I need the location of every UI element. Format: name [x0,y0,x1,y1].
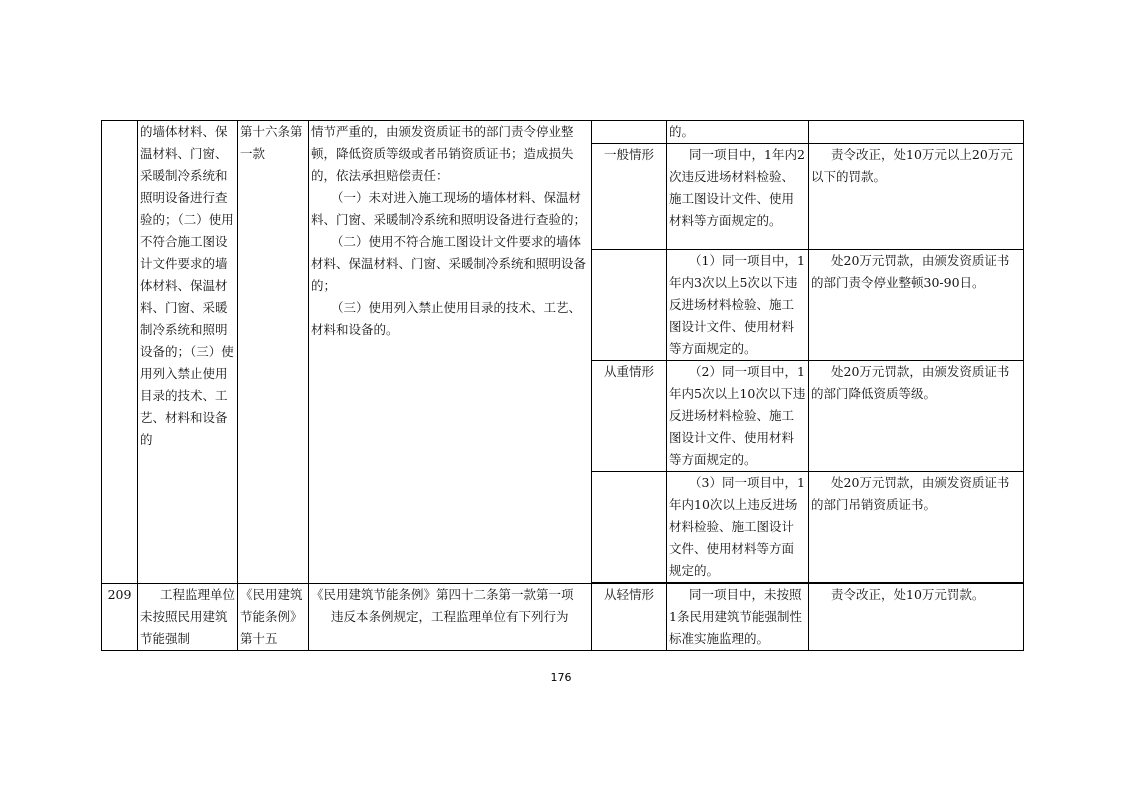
regulation-paragraph: （二）使用不符合施工图设计文件要求的墙体材料、保温材料、门窗、采暖制冷系统和照明设备的； [311,234,587,293]
penalty-cell: 处20万元罚款，由颁发资质证书的部门责令停业整顿30-90日。 [809,250,1024,361]
penalty-cell: 处20万元罚款，由颁发资质证书的部门吊销资质证书。 [809,472,1024,583]
penalty-cell: 责令改正，处10万元以上20万元以下的罚款。 [809,144,1024,250]
illegal-behavior-cell: 工程监理单位未按照民用建筑节能强制 [138,584,238,651]
regulation-title: 《民用建筑节能条例》第四十二条第一款第一项 [311,587,574,602]
legal-basis-cell: 第十六条第一款 [238,121,309,584]
situation-cell [592,472,667,583]
penalty-cell: 处20万元罚款，由颁发资质证书的部门降低资质等级。 [809,361,1024,472]
standard-cell: （2）同一项目中，1年内5次以上10次以下违反进场材料检验、施工图设计文件、使用材料等方面规定的。 [667,361,809,472]
standard-cell: （3）同一项目中，1年内10次以上违反进场材料检验、施工图设计文件、使用材料等方面规定的。 [667,472,809,583]
penalty-standard-table [101,120,1024,651]
situation-cell: 一般情形 [592,144,667,250]
situation-cell [592,121,667,144]
situation-cell [592,250,667,361]
regulation-paragraph: （三）使用列入禁止使用目录的技术、工艺、材料和设备的。 [311,300,582,337]
regulation-cell [309,584,592,651]
situation-cell: 从轻情形 [592,584,667,651]
penalty-cell [809,121,1024,144]
table-row [102,584,1024,651]
standard-cell: 同一项目中，1年内2次违反进场材料检验、施工图设计文件、使用材料等方面规定的。 [667,144,809,250]
page-number: 176 [550,671,572,684]
standard-cell: 的。 [667,121,809,144]
table-row [102,121,1024,144]
standard-cell: （1）同一项目中，1年内3次以上5次以下违反进场材料检验、施工图设计文件、使用材料等方面规定的。 [667,250,809,361]
regulation-paragraph: 情节严重的，由颁发资质证书的部门责令停业整顿，降低资质等级或者吊销资质证书；造成损失的，依法承担赔偿责任： [311,124,574,183]
regulation-cell [309,121,592,584]
number-cell: 209 [102,584,138,651]
standard-cell: 同一项目中，未按照1条民用建筑节能强制性标准实施监理的。 [667,584,809,651]
regulation-paragraph: 违反本条例规定，工程监理单位有下列行为 [331,609,569,624]
situation-cell: 从重情形 [592,361,667,472]
illegal-behavior-cell: 的墙体材料、保温材料、门窗、采暖制冷系统和照明设备进行查验的；（二）使用不符合施工图设计文件要求的墙体材料、保温材料、门窗、采暖制冷系统和照明设备的；（三）使用列入禁止使用目录的技术、工艺、材料和设备的 [138,121,238,584]
regulation-paragraph: （一）未对进入施工现场的墙体材料、保温材料、门窗、采暖制冷系统和照明设备进行查验的； [311,190,587,227]
legal-basis-cell: 《民用建筑节能条例》第十五 [238,584,309,651]
number-cell [102,121,138,584]
penalty-cell: 责令改正，处10万元罚款。 [809,584,1024,651]
